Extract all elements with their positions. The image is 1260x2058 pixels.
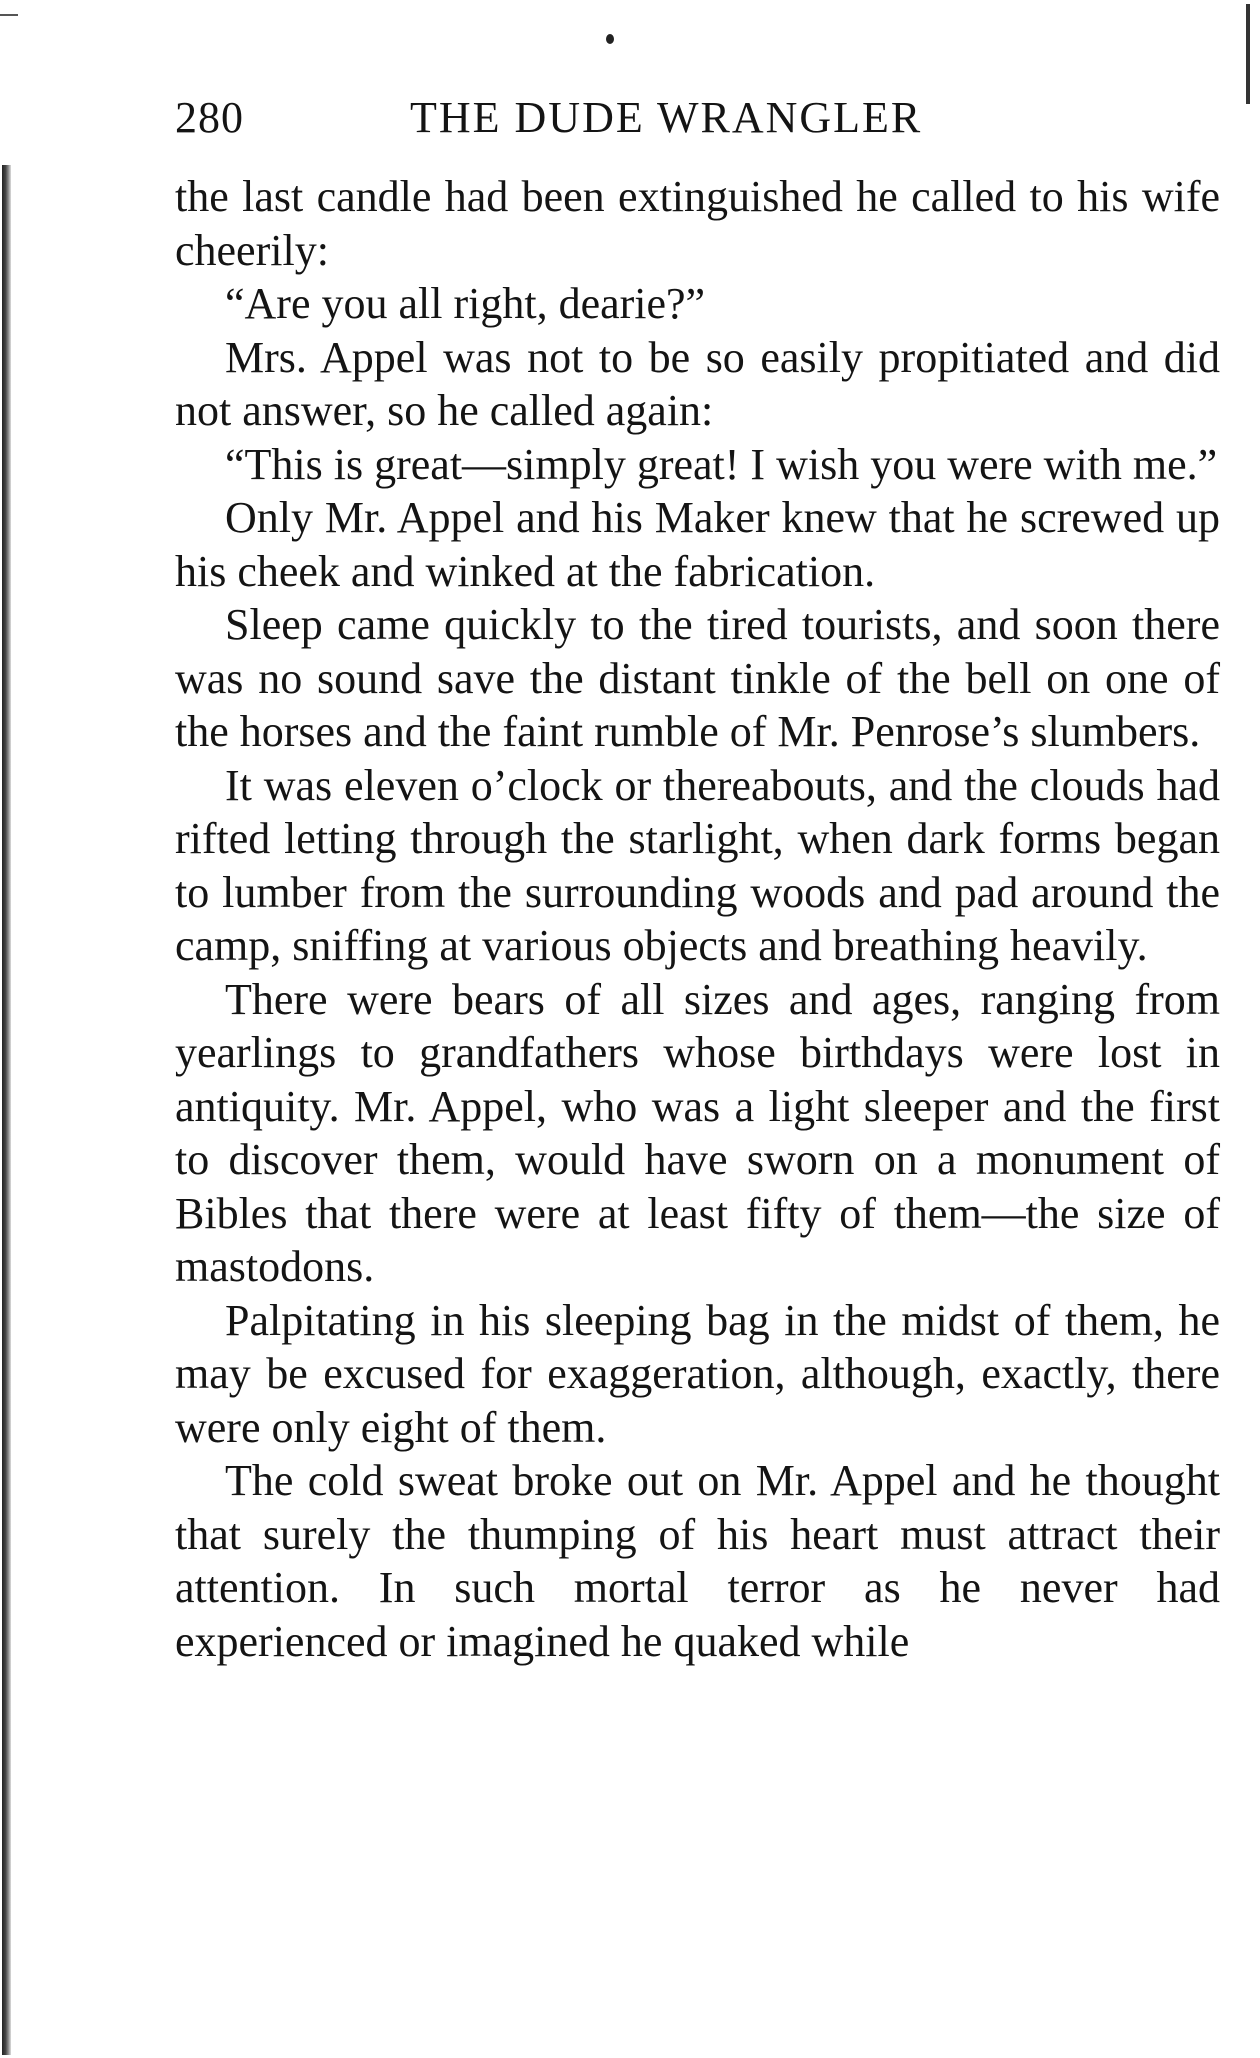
running-title: THE DUDE WRANGLER (410, 93, 923, 142)
paragraph: “This is great—simply great! I wish you were with me.” (225, 439, 1218, 489)
paragraph: Sleep came quickly to the tired tourists, and soon there was no sound save the distant tinkle of the bell on one of the horses and the faint rumble of Mr. Penrose’s slumbers. (175, 600, 1220, 756)
page-header (175, 92, 1225, 152)
paragraph: The cold sweat broke out on Mr. Appel and he thought that surely the thumping of his heart must attract their attention. In such mortal terror as he never had experienced or imagined he quaked while (175, 1456, 1220, 1666)
paragraph: “Are you all right, dearie?” (225, 279, 706, 328)
body-text (175, 170, 1220, 1668)
paragraph-continued: the last candle had been extinguished he called to his wife cheerily: (175, 172, 1220, 275)
paragraph: It was eleven o’clock or thereabouts, and the clouds had rifted letting through the starlight, when dark forms began to lumber from the surrounding woods and pad around the camp, sniffing at various objects and breathing heavily. (175, 760, 1220, 970)
paragraph: There were bears of all sizes and ages, ranging from yearlings to grandfathers whose birthdays were lost in antiquity. Mr. Appel, who was a light sleeper and the first to discover them, would have sworn on a monument of Bibles that there were at least fifty of them—the size of mastodons. (175, 974, 1220, 1291)
paragraph: Mrs. Appel was not to be so easily propitiated and did not answer, so he called again: (175, 332, 1220, 435)
paragraph: Palpitating in his sleeping bag in the midst of them, he may be excused for exaggeration, although, exactly, there were only eight of them. (175, 1295, 1220, 1452)
page-number: 280 (175, 93, 244, 142)
paragraph: Only Mr. Appel and his Maker knew that he screwed up his cheek and winked at the fabrication. (175, 493, 1220, 596)
ink-speck (606, 34, 614, 44)
scan-edge-mark (1246, 4, 1250, 104)
binding-edge (2, 165, 11, 2055)
scan-corner-mark (0, 14, 18, 16)
